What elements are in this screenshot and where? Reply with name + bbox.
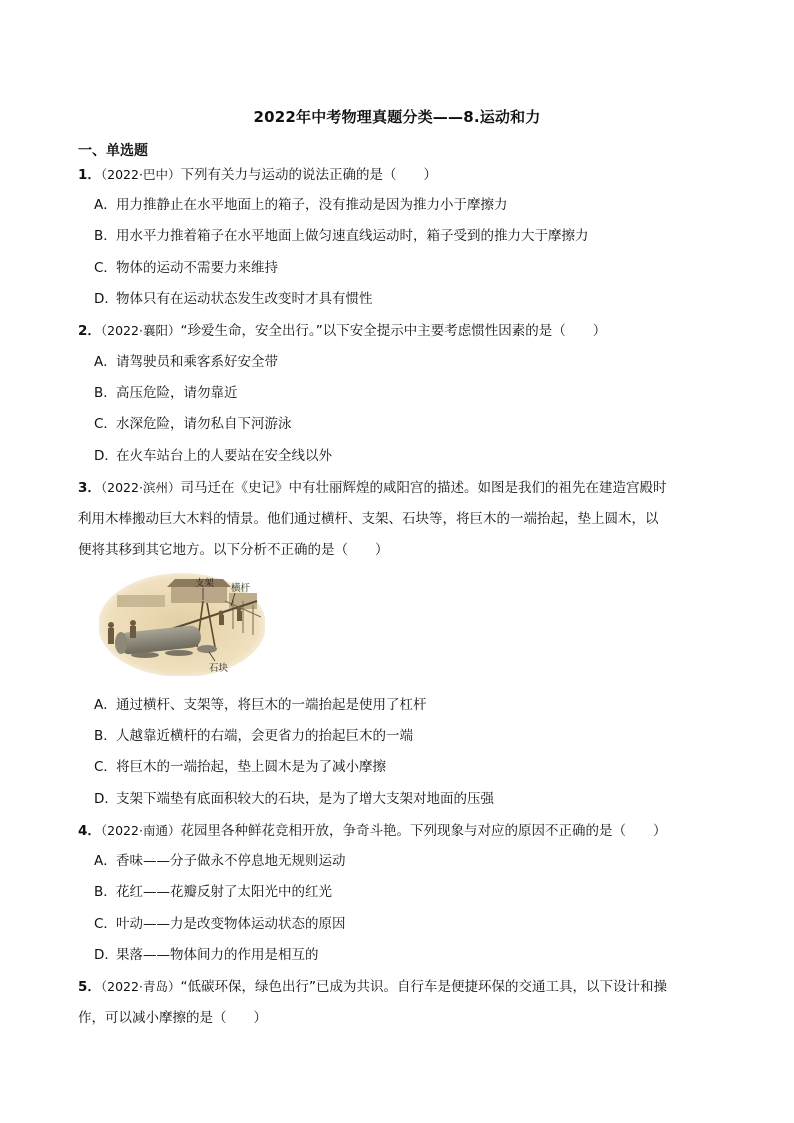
option-3c [94,757,386,777]
section-heading: 一、单选题 [78,143,148,159]
option-letter: A． [94,354,117,370]
option-4b [94,882,332,902]
label-bar: 横杆 [231,583,251,594]
stone-block [197,645,217,653]
question-source: （2022·襄阳） [100,323,181,338]
question-stem: “珍爱生命，安全出行。”以下安全提示中主要考虑惯性因素的是（ ） [180,323,607,339]
option-letter: C． [94,416,117,432]
question-1 [78,159,718,191]
option-letter: D． [94,791,118,807]
question-stem-line-2: 利用木棒搬动巨大木料的情景。他们通过横杆、支架、石块等，将巨木的一端抬起，垫上圆木，以 [78,511,659,527]
option-3b [94,726,413,746]
label-stone: 石块 [209,663,229,674]
question-3 [78,472,718,566]
option-text: 香味——分子做永不停息地无规则运动 [116,853,346,869]
option-text: 高压危险，请勿靠近 [116,385,238,401]
question-number: 4． [78,823,101,839]
option-2a [94,352,278,372]
option-text: 请驾驶员和乘客系好安全带 [116,354,278,370]
option-2b [94,383,238,403]
question-source: （2022·青岛） [100,979,181,994]
question-5 [78,971,718,1034]
option-letter: B． [94,728,117,744]
option-text: 用水平力推着箱子在水平地面上做匀速直线运动时，箱子受到的推力大于摩擦力 [116,228,589,244]
option-1c [94,258,278,278]
option-text: 在火车站台上的人要站在安全线以外 [116,448,332,464]
question-stem-line-3: 便将其移到其它地方。以下分析不正确的是（ ） [78,542,389,558]
question-source: （2022·滨州） [100,480,181,495]
option-letter: A． [94,697,117,713]
option-text: 支架下端垫有底面积较大的石块，是为了增大支架对地面的压强 [116,791,494,807]
question-number: 1． [78,167,101,183]
option-letter: D． [94,291,118,307]
option-text: 用力推静止在水平地面上的箱子，没有推动是因为推力小于摩擦力 [116,197,508,213]
option-text: 叶动——力是改变物体运动状态的原因 [116,916,346,932]
option-letter: A． [94,853,117,869]
option-text: 果落——物体间力的作用是相互的 [116,947,319,963]
option-letter: B． [94,228,117,244]
option-4c [94,914,346,934]
question-stem-line-1: 司马迁在《史记》中有壮丽辉煌的咸阳宫的描述。如图是我们的祖先在建造宫殿时 [180,480,667,496]
option-2c [94,414,292,434]
lever-illustration-svg [99,573,265,676]
question-4 [78,815,718,847]
question-stem-line-1: “低碳环保，绿色出行”已成为共识。自行车是便捷环保的交通工具，以下设计和操 [180,979,667,995]
label-support: 支架 [195,578,215,589]
option-letter: B． [94,385,117,401]
question-2 [78,315,718,347]
question-number: 3． [78,480,101,496]
option-letter: C． [94,260,117,276]
option-2d [94,446,332,466]
question-stem: 下列有关力与运动的说法正确的是（ ） [180,167,437,183]
page-title: 2022年中考物理真题分类——8.运动和力 [253,108,541,126]
question-source: （2022·南通） [100,823,181,838]
question-stem: 花园里各种鲜花竞相开放，争奇斗艳。下列现象与对应的原因不正确的是（ ） [180,823,667,839]
option-letter: B． [94,884,117,900]
option-4a [94,851,346,871]
option-1d [94,289,373,309]
option-letter: A． [94,197,117,213]
question-number: 2． [78,323,101,339]
wall-structure [117,595,165,607]
option-text: 人越靠近横杆的右端，会更省力的抬起巨木的一端 [116,728,413,744]
log-end [115,632,127,654]
option-text: 将巨木的一端抬起，垫上圆木是为了减小摩擦 [116,759,386,775]
option-letter: D． [94,448,118,464]
option-text: 花红——花瓣反射了太阳光中的红光 [116,884,332,900]
option-4d [94,945,319,965]
question-source: （2022·巴中） [100,167,181,182]
option-letter: D． [94,947,118,963]
option-1a [94,195,508,215]
option-text: 通过横杆、支架等，将巨木的一端抬起是使用了杠杆 [116,697,427,713]
palace-building [171,587,227,603]
option-letter: C． [94,916,117,932]
option-text: 物体只有在运动状态发生改变时才具有惯性 [116,291,373,307]
option-letter: C． [94,759,117,775]
option-text: 水深危险，请勿私自下河游泳 [116,416,292,432]
lever-illustration [99,573,265,676]
option-3a [94,695,427,715]
option-1b [94,226,589,246]
question-stem-line-2: 作，可以减小摩擦的是（ ） [78,1010,267,1026]
option-text: 物体的运动不需要力来维持 [116,260,278,276]
option-3d [94,789,494,809]
question-number: 5． [78,979,101,995]
